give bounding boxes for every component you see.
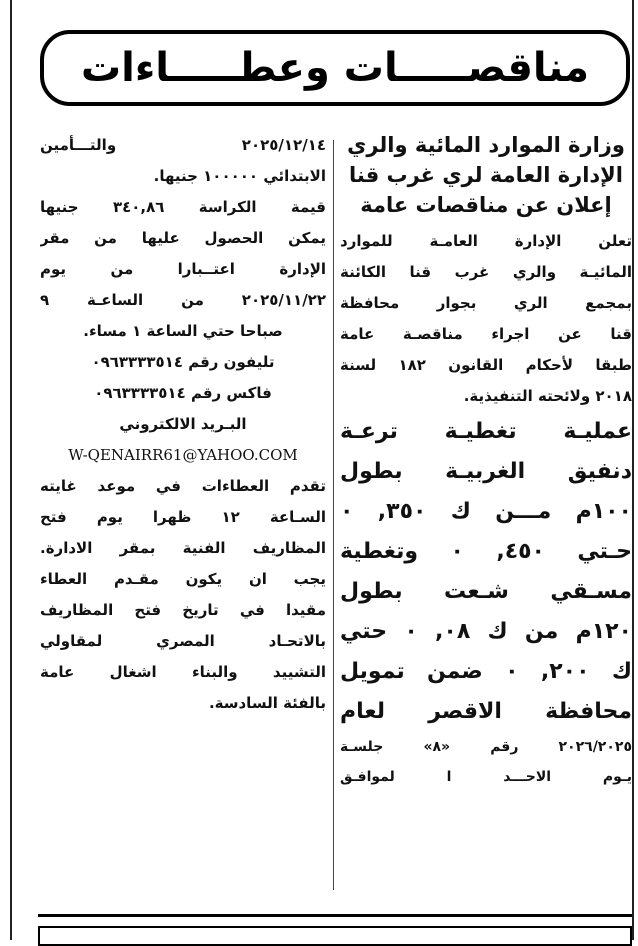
fax-number: فاكس رقم ٠٩٦٣٣٣٣٥١٤ <box>94 384 272 402</box>
project-line: ك ٢٠٠, ٠ ضمن تمويل <box>340 659 632 684</box>
body-line: الابتدائي ١٠٠٠٠٠ جنيها. <box>153 167 326 185</box>
body-line: صباحا حتي الساعة ١ مساء. <box>83 322 283 340</box>
project-line: عمليـة تغطيـة ترعـة <box>340 419 632 444</box>
body-line: المظاريف الفنية بمقر الادارة. <box>40 539 326 557</box>
body-line: المائيـة والري غرب قنا الكائنة <box>340 263 632 281</box>
email-address: W-QENAIRR61@YAHOO.COM <box>68 446 298 464</box>
body-line: بمجمع الري بجوار محافظة <box>340 294 632 312</box>
session-line: ٢٠٢٦/٢٠٢٥ رقم «٨» جلسـة <box>340 739 632 755</box>
next-section-box-edge <box>38 926 632 946</box>
phone-number: تليفون رقم ٠٩٦٣٣٣٣٥١٤ <box>91 353 275 371</box>
body-line: ٢٠٢٥/١٢/١٤ والتـــأمين <box>40 136 326 154</box>
body-line: التشييد والبناء اشغال عامة <box>40 663 326 681</box>
body-line: يمكن الحصول عليها من مقر <box>40 229 326 247</box>
ministry-heading: وزارة الموارد المائية والري <box>347 133 625 157</box>
session-date-line: يـوم الاحـــد ا لموافـق <box>340 769 632 785</box>
email-label: البـريد الالكتروني <box>119 415 247 433</box>
body-line: قيمة الكراسة ٣٤٠,٨٦ جنيها <box>40 198 326 216</box>
project-line: مسـقي شـعت بطول <box>340 579 632 604</box>
project-line: محافظة الاقصر لعام <box>340 699 632 724</box>
section-header-box <box>40 30 630 106</box>
project-line: ١٢٠م من ك ٠٨, ٠ حتي <box>340 619 632 644</box>
page-frame-right <box>632 0 634 940</box>
bottom-rule <box>38 914 632 917</box>
body-line: ٢٠٢٥/١١/٢٢ من الساعـة ٩ <box>40 291 326 309</box>
project-line: حـتي ٤٥٠, ٠ وتغطية <box>340 539 632 564</box>
body-line: طبقا لأحكام القانون ١٨٢ لسنة <box>340 356 632 374</box>
body-line: ٢٠١٨ ولائحته التنفيذية. <box>463 387 632 405</box>
announcement-column-left <box>40 130 326 900</box>
column-divider <box>333 140 334 890</box>
body-line: قنا عن اجراء مناقصـة عامة <box>340 325 632 343</box>
body-line: مقيدا في تاريخ فتح المظاريف <box>40 601 326 619</box>
body-line: السـاعة ١٢ ظهرا يوم فتح <box>40 508 326 526</box>
body-line: تقدم العطاءات في موعد غايته <box>40 477 326 495</box>
body-line: الإدارة اعتــبارا من يوم <box>40 260 326 278</box>
announcement-heading: إعلان عن مناقصات عامة <box>360 193 612 217</box>
project-line: ١٠٠م مـــن ك ٣٥٠, ٠ <box>340 499 632 524</box>
body-line: يجب ان يكون مقـدم العطاء <box>40 570 326 588</box>
body-line: تعلن الإدارة العامـة للموارد <box>340 232 632 250</box>
announcement-column-right <box>340 130 632 900</box>
section-title: مناقصـــــات وعطـــــاءات <box>80 45 590 91</box>
page-frame-left <box>10 0 12 940</box>
body-line: بالاتحـاد المصري لمقاولي <box>40 632 326 650</box>
project-line: دنفيق الغربيـة بطول <box>340 459 632 484</box>
directorate-heading: الإدارة العامة لري غرب قنا <box>348 163 623 187</box>
body-line: بالفئة السادسة. <box>208 694 326 712</box>
